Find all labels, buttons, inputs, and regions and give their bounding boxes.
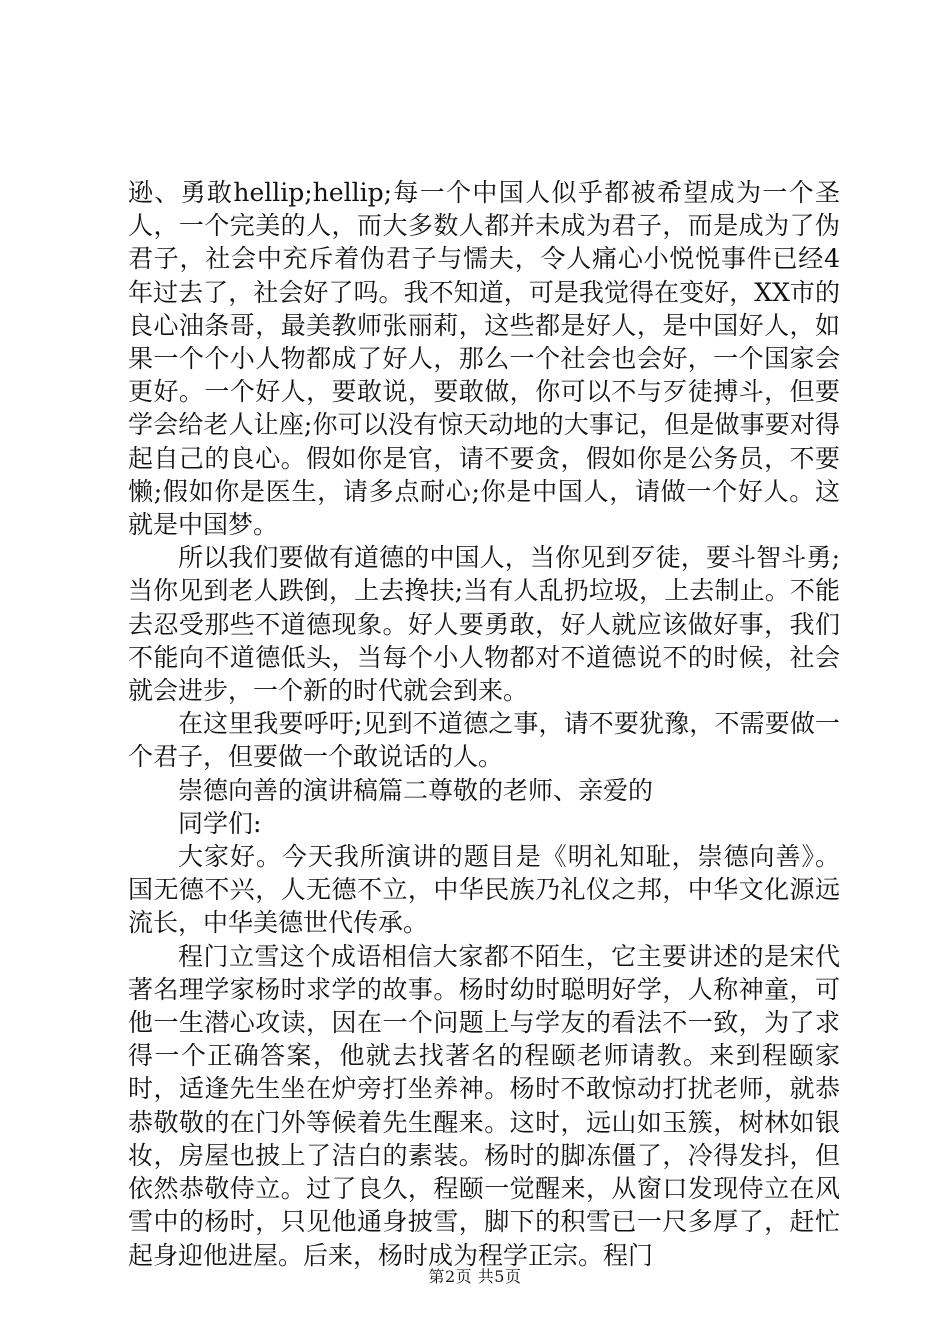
paragraph-2: 所以我们要做有道德的中国人，当你见到歹徒，要斗智斗勇;当你见到老人跌倒，上去搀扶;当有人乱扔垃圾，上去制止。不能去忍受那些不道德现象。好人要勇敢，好人就应该做好事，我们不能向不道德低头，当每个小人物都对不道德说不的时候，社会就会进步，一个新的时代就会到来。 xyxy=(128,543,840,706)
section-heading: 崇德向善的演讲稿篇二尊敬的老师、亲爱的 xyxy=(178,775,654,805)
paragraph-5: 程门立雪这个成语相信大家都不陌生，它主要讲述的是宋代著名理学家杨时求学的故事。杨时幼时聪明好学，人称神童，可他一生潜心攻读，因在一个问题上与学友的看法不一致，为了求得一个正确答案，他就去找著名的程颐老师请教。来到程颐家时，适逢先生坐在炉旁打坐养神。杨时不敢惊动打扰老师，就恭恭敬敬的在门外等候着先生醒来。这时，远山如玉簇，树林如银妆，房屋也披上了洁白的素装。杨时的脚冻僵了，冷得发抖，但依然恭敬侍立。过了良久，程颐一觉醒来，从窗口发现侍立在风雪中的杨时，只见他通身披雪，脚下的积雪已一尺多厚了，赶忙起身迎他进屋。后来，杨时成为程学正宗。程门 xyxy=(128,941,840,1270)
paragraph-1: 逊、勇敢hellip;hellip;每一个中国人似乎都被希望成为一个圣人，一个完美的人，而大多数人都并未成为君子，而是成为了伪君子，社会中充斥着伪君子与懦夫，令人痛心小悦悦事件已经4年过去了，社会好了吗。我不知道，可是我觉得在变好，XX市的良心油条哥，最美教师张丽莉，这些都是好人，是中国好人，如果一个个小人物都成了好人，那么一个社会也会好，一个国家会更好。一个好人，要敢说，要敢做，你可以不与歹徒搏斗，但要学会给老人让座;你可以没有惊天动地的大事记，但是做事要对得起自己的良心。假如你是官，请不要贪，假如你是公务员，不要懒;假如你是医生，请多点耐心;你是中国人，请做一个好人。这就是中国梦。 xyxy=(128,178,840,540)
paragraph-3: 在这里我要呼吁;见到不道德之事，请不要犹豫，不需要做一个君子，但要做一个敢说话的人。 xyxy=(128,709,840,772)
salutation: 同学们: xyxy=(178,808,262,838)
document-body xyxy=(128,176,840,1272)
paragraph-4: 大家好。今天我所演讲的题目是《明礼知耻，崇德向善》。国无德不兴，人无德不立，中华民族乃礼仪之邦，中华文化源远流长，中华美德世代传承。 xyxy=(128,842,840,938)
page-number-footer: 第2页 共5页 xyxy=(428,1267,522,1286)
